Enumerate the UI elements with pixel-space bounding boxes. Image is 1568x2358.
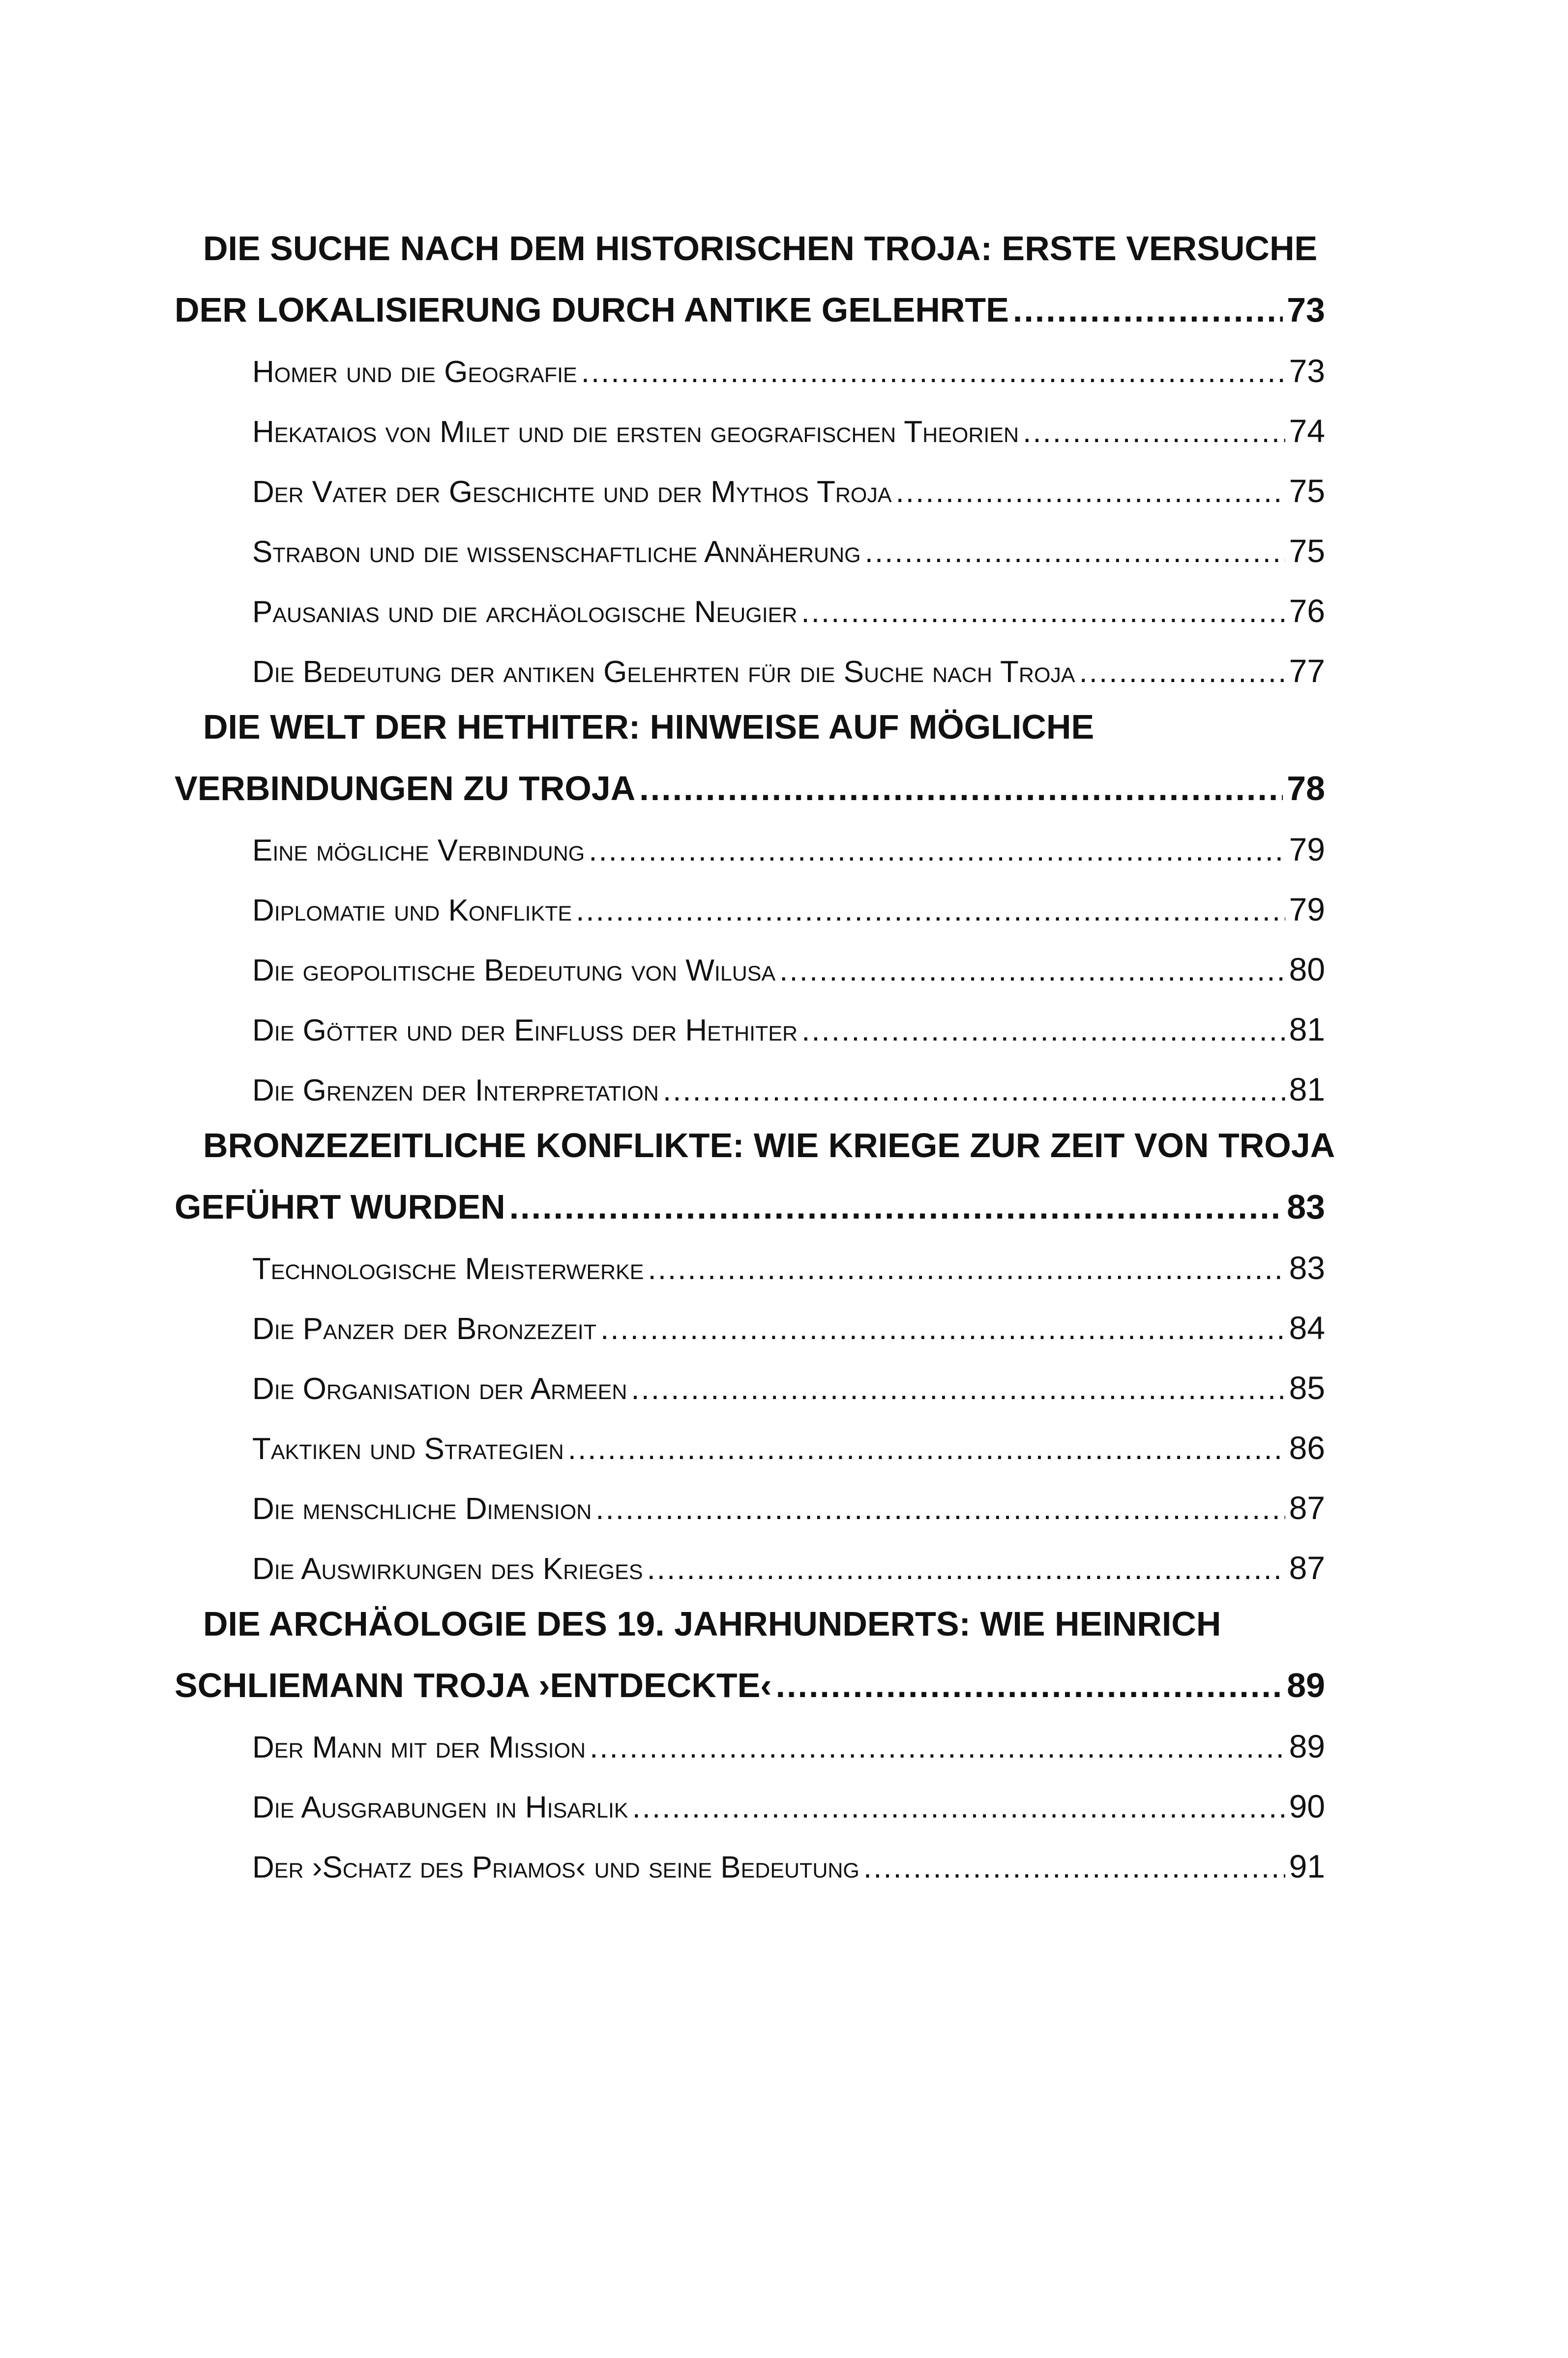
section-title: Diplomatie und Konflikte [252, 894, 572, 927]
toc-section-entry[interactable] [252, 951, 1325, 987]
chapter-title-line: DIE WELT DER HETHITER: HINWEISE AUF MÖGLICHE [203, 708, 1095, 746]
dot-leader [581, 357, 1285, 388]
dot-leader [863, 1852, 1285, 1883]
dot-leader [896, 477, 1285, 507]
section-page-number: 87 [1289, 1490, 1325, 1526]
toc-section-entry[interactable] [252, 533, 1325, 569]
section-page-number: 87 [1289, 1550, 1325, 1586]
chapter-entry[interactable] [175, 1190, 1325, 1224]
section-title: Die Auswirkungen des Krieges [252, 1552, 643, 1586]
section-page-number: 77 [1289, 653, 1325, 689]
section-list [175, 353, 1325, 689]
toc-section-entry[interactable] [252, 1071, 1325, 1107]
section-list [175, 1728, 1325, 1884]
section-page-number: 79 [1289, 831, 1325, 867]
section-title: Die Götter und der Einfluss der Hethiter [252, 1014, 798, 1047]
toc-section-entry[interactable] [252, 593, 1325, 629]
toc-section-entry[interactable] [252, 1788, 1325, 1824]
dot-leader [801, 1015, 1285, 1046]
section-title: Der Mann mit der Mission [252, 1731, 586, 1764]
section-page-number: 85 [1289, 1370, 1325, 1406]
dot-leader [631, 1374, 1285, 1404]
chapter-title-line: BRONZEZEITLICHE KONFLIKTE: WIE KRIEGE ZUR ZEIT VON TROJA [203, 1126, 1335, 1164]
dot-leader [590, 1732, 1285, 1763]
section-title: Die Organisation der Armeen [252, 1372, 627, 1406]
dot-leader [779, 955, 1285, 986]
dot-leader [1079, 657, 1285, 687]
section-title: Der Vater der Geschichte und der Mythos Troja [252, 475, 892, 509]
section-page-number: 86 [1289, 1430, 1325, 1466]
toc-section-entry[interactable] [252, 1728, 1325, 1764]
toc-section-entry[interactable] [252, 1310, 1325, 1346]
chapter-title-line: SCHLIEMANN TROJA ›ENTDECKTE‹ [175, 1666, 772, 1704]
chapter-title-line: DER LOKALISIERUNG DURCH ANTIKE GELEHRTE [175, 291, 1009, 329]
toc-section-entry[interactable] [252, 1250, 1325, 1286]
chapter-page-number: 83 [1287, 1188, 1325, 1226]
dot-leader [801, 597, 1285, 627]
toc-chapter [175, 1605, 1325, 1884]
dot-leader [1013, 293, 1283, 327]
section-title: Der ›Schatz des Priamos‹ und seine Bedeutung [252, 1851, 859, 1884]
chapter-entry[interactable] [175, 1668, 1325, 1702]
table-of-contents [175, 229, 1335, 1884]
dot-leader [595, 1494, 1285, 1524]
section-title: Die geopolitische Bedeutung von Wilusa [252, 954, 776, 987]
dot-leader [632, 1792, 1285, 1823]
section-page-number: 83 [1289, 1250, 1325, 1286]
dot-leader [568, 1434, 1285, 1464]
chapter-entry[interactable] [175, 293, 1325, 327]
section-page-number: 75 [1289, 533, 1325, 569]
section-title: Strabon und die wissenschaftliche Annäherung [252, 535, 861, 569]
dot-leader [648, 1254, 1285, 1284]
chapter-title-line: DIE ARCHÄOLOGIE DES 19. JAHRHUNDERTS: WIE HEINRICH [203, 1605, 1221, 1643]
dot-leader [1023, 417, 1285, 448]
section-page-number: 76 [1289, 593, 1325, 629]
toc-section-entry[interactable] [252, 413, 1325, 449]
section-list [175, 1250, 1325, 1586]
toc-chapter [175, 1126, 1335, 1586]
section-page-number: 75 [1289, 473, 1325, 509]
toc-section-entry[interactable] [252, 473, 1325, 509]
section-page-number: 89 [1289, 1728, 1325, 1764]
section-page-number: 73 [1289, 353, 1325, 389]
toc-section-entry[interactable] [252, 1490, 1325, 1526]
dot-leader [600, 1314, 1285, 1344]
chapter-page-number: 89 [1287, 1666, 1325, 1704]
dot-leader [509, 1190, 1283, 1224]
section-page-number: 91 [1289, 1848, 1325, 1884]
chapter-title-line: DIE SUCHE NACH DEM HISTORISCHEN TROJA: ERSTE VERSUCHE [203, 229, 1318, 268]
toc-section-entry[interactable] [252, 1370, 1325, 1406]
section-page-number: 84 [1289, 1310, 1325, 1346]
dot-leader [663, 1075, 1285, 1106]
toc-chapter [175, 708, 1325, 1107]
chapter-title-line: GEFÜHRT WURDEN [175, 1188, 505, 1226]
section-page-number: 81 [1289, 1011, 1325, 1047]
dot-leader [639, 771, 1283, 806]
dot-leader [576, 895, 1285, 926]
section-page-number: 80 [1289, 951, 1325, 987]
section-title: Pausanias und die archäologische Neugier [252, 595, 798, 629]
section-page-number: 79 [1289, 891, 1325, 927]
section-page-number: 90 [1289, 1788, 1325, 1824]
dot-leader [647, 1554, 1285, 1584]
section-page-number: 81 [1289, 1071, 1325, 1107]
section-title: Die Grenzen der Interpretation [252, 1074, 659, 1107]
chapter-page-number: 78 [1287, 769, 1325, 807]
dot-leader [776, 1668, 1283, 1702]
section-title: Die Bedeutung der antiken Gelehrten für die Suche nach Troja [252, 655, 1075, 689]
section-title: Die menschliche Dimension [252, 1492, 592, 1526]
toc-chapter [175, 229, 1325, 689]
toc-section-entry[interactable] [252, 831, 1325, 867]
chapter-page-number: 73 [1287, 291, 1325, 329]
section-page-number: 74 [1289, 413, 1325, 449]
section-title: Hekataios von Milet und die ersten geografischen Theorien [252, 415, 1019, 449]
chapter-entry[interactable] [175, 771, 1325, 806]
toc-section-entry[interactable] [252, 891, 1325, 927]
section-title: Homer und die Geografie [252, 355, 577, 389]
toc-section-entry[interactable] [252, 1430, 1325, 1466]
chapter-title-line: VERBINDUNGEN ZU TROJA [175, 769, 636, 807]
toc-section-entry[interactable] [252, 1011, 1325, 1047]
section-title: Eine mögliche Verbindung [252, 834, 585, 867]
toc-section-entry[interactable] [252, 653, 1325, 689]
dot-leader [865, 537, 1285, 567]
toc-section-entry[interactable] [252, 353, 1325, 389]
toc-section-entry[interactable] [252, 1848, 1325, 1884]
toc-section-entry[interactable] [252, 1550, 1325, 1586]
section-title: Die Panzer der Bronzezeit [252, 1312, 596, 1346]
section-title: Die Ausgrabungen in Hisarlik [252, 1791, 628, 1824]
section-list [175, 831, 1325, 1107]
section-title: Technologische Meisterwerke [252, 1252, 644, 1286]
section-title: Taktiken und Strategien [252, 1432, 564, 1466]
dot-leader [589, 836, 1285, 866]
